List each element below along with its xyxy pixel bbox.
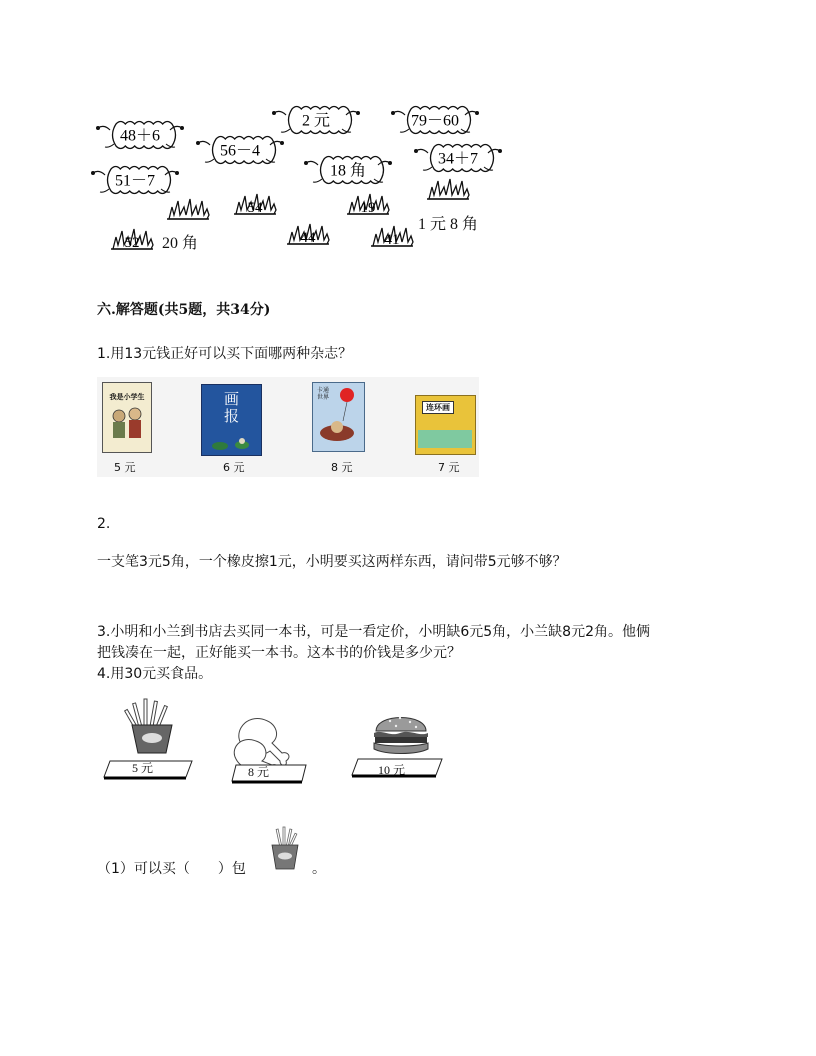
magazine-cover-title: 画报 bbox=[223, 390, 239, 425]
grass-tuft bbox=[371, 226, 413, 248]
question-2-number: 2. bbox=[97, 516, 111, 532]
magazine-price: 6 元 bbox=[223, 461, 245, 474]
grass-tuft-label: 44 bbox=[300, 230, 316, 246]
magazine-xiaoxuesheng bbox=[102, 382, 152, 453]
matching-exercise bbox=[90, 100, 520, 260]
question-1-text: 1.用13元钱正好可以买下面哪两种杂志？ bbox=[97, 346, 353, 362]
food-price: 5 元 bbox=[132, 761, 154, 775]
question-4-text: 4.用30元买食品。 bbox=[97, 666, 213, 682]
bug-card-label: 18 角 bbox=[329, 162, 367, 180]
grass-tuft bbox=[167, 199, 209, 219]
grass-tuft-label: 54 bbox=[247, 200, 263, 216]
magazine-cover-band bbox=[418, 430, 472, 448]
balloon-illustration bbox=[313, 383, 364, 443]
magazine-price: 8 元 bbox=[331, 461, 353, 474]
food-price: 8 元 bbox=[248, 765, 270, 779]
sub-question-1-suffix: 。 bbox=[312, 861, 326, 877]
magazine-cover-title: 卡通世界 bbox=[317, 387, 330, 401]
food-fries bbox=[100, 697, 196, 785]
grass-tuft bbox=[287, 224, 329, 246]
grass-tuft-label: 52 bbox=[124, 235, 140, 251]
magazine-price: 7 元 bbox=[438, 461, 460, 474]
grass-tuft-label: 41 bbox=[384, 232, 400, 248]
bug-card bbox=[91, 167, 179, 194]
magazine-price: 5 元 bbox=[114, 461, 136, 474]
grass-tuft bbox=[347, 194, 389, 216]
bug-card bbox=[96, 122, 184, 149]
grass-tuft bbox=[111, 229, 153, 251]
bug-card-label: 56－4 bbox=[219, 142, 261, 160]
food-burger bbox=[350, 703, 446, 788]
magazine-katong bbox=[312, 382, 365, 452]
question-2-text: 一支笔3元5角，一个橡皮擦1元，小明要买这两样东西，请问带5元够不够？ bbox=[97, 554, 567, 570]
bug-card bbox=[196, 137, 284, 164]
frog-illustration bbox=[202, 433, 261, 453]
grass-tuft-label: 19 bbox=[360, 200, 376, 216]
bug-card-label: 51－7 bbox=[114, 172, 156, 190]
magazine-lianhuanhua bbox=[415, 395, 476, 455]
question-3-line-2: 把钱凑在一起，正好能买一本书。这本书的价钱是多少元？ bbox=[97, 645, 461, 661]
magazine-huabao bbox=[201, 384, 262, 456]
food-price: 10 元 bbox=[378, 763, 406, 777]
grass-tuft bbox=[427, 179, 469, 199]
bug-card-label: 48＋6 bbox=[119, 127, 161, 145]
bug-card-label: 79－60 bbox=[410, 112, 460, 130]
grass-tuft bbox=[234, 194, 276, 216]
food-chicken-leg bbox=[222, 707, 312, 787]
magazine-cover-title: 连环画 bbox=[422, 401, 454, 414]
matching-drawing bbox=[90, 100, 520, 260]
question-3-line-1: 3.小明和小兰到书店去买同一本书，可是一看定价，小明缺6元5角，小兰缺8元2角。他俩 bbox=[97, 624, 650, 640]
children-illustration bbox=[103, 402, 151, 446]
fries-icon bbox=[266, 825, 304, 875]
bug-card-label: 2 元 bbox=[301, 112, 331, 130]
bug-card bbox=[391, 107, 479, 134]
fries-inline-icon bbox=[266, 825, 304, 875]
bug-card bbox=[304, 157, 392, 184]
bug-card-label: 34＋7 bbox=[437, 150, 479, 168]
grass-label-20jiao: 20 角 bbox=[162, 235, 199, 252]
grass-label-1yuan8jiao: 1 元 8 角 bbox=[418, 216, 479, 233]
bug-card bbox=[414, 145, 502, 172]
sub-question-1-prefix: （1）可以买（ ）包 bbox=[97, 861, 246, 877]
magazine-cover-title: 我是小学生 bbox=[109, 393, 145, 401]
bug-card bbox=[272, 107, 360, 134]
section-title: 六.解答题(共5题，共34分) bbox=[97, 302, 271, 318]
magazine-row bbox=[97, 377, 479, 477]
